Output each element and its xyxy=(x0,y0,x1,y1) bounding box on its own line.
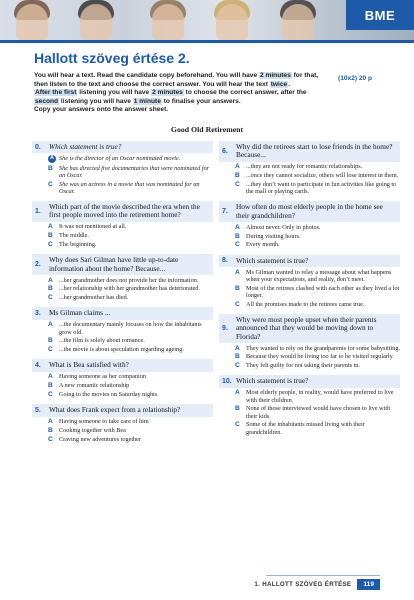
question-number: 7. xyxy=(222,208,228,216)
answer-letter: B xyxy=(48,285,53,293)
question-number: 3. xyxy=(35,310,41,318)
question-header xyxy=(219,375,400,387)
answer-letter: A xyxy=(48,373,53,381)
question-number: 8. xyxy=(222,257,228,265)
person-photo xyxy=(152,4,184,40)
answer-option[interactable] xyxy=(32,223,213,230)
answer-option[interactable] xyxy=(219,224,400,231)
answer-text: They felt guilty for not taking their parents in. xyxy=(246,362,360,370)
answer-option[interactable] xyxy=(32,294,213,301)
answer-option[interactable] xyxy=(32,181,213,195)
answer-text: ...once they cannot socialize, others will lose interest in them. xyxy=(246,172,399,180)
answer-text: Having someone to take care of him xyxy=(59,418,149,426)
answer-text: ...they are not ready for romantic relationships. xyxy=(246,163,363,171)
answer-text: None of those interviewed would have chosen to live with their kids. xyxy=(246,405,391,420)
answer-text: ...her relationship with her grandmother has deteriorated. xyxy=(59,285,200,293)
answer-letter: B xyxy=(48,164,53,172)
answer-letter-selected: A xyxy=(48,155,56,163)
answer-option[interactable] xyxy=(219,172,400,179)
answer-option[interactable] xyxy=(32,418,213,425)
person-photo xyxy=(216,4,248,40)
answer-letter: B xyxy=(235,405,240,413)
question-header xyxy=(32,404,213,416)
answer-text: Cooking together with Bea xyxy=(59,427,126,434)
answer-option[interactable] xyxy=(32,427,213,434)
answer-text: They wanted to rely on the grandparents for some babysitting. xyxy=(246,344,400,352)
answer-letter: A xyxy=(48,321,53,329)
answer-text: Having someone as her companion xyxy=(59,373,146,381)
answer-option[interactable] xyxy=(32,241,213,248)
question-header xyxy=(219,314,400,343)
question-item xyxy=(219,314,400,370)
answer-option[interactable] xyxy=(32,373,213,380)
answer-option[interactable] xyxy=(32,382,213,389)
answer-letter: A xyxy=(48,223,53,231)
answer-text: During visiting hours. xyxy=(246,232,301,240)
question-number: 10. xyxy=(222,378,232,386)
answer-option[interactable] xyxy=(32,337,213,344)
answer-letter: B xyxy=(235,172,240,180)
answer-letter: C xyxy=(48,180,53,188)
answer-text: Craving new adventures together xyxy=(59,435,141,443)
answer-letter: A xyxy=(235,344,240,352)
question-header xyxy=(32,359,213,371)
question-item xyxy=(32,201,213,248)
question-text: Which statement is true? xyxy=(236,255,309,265)
answer-text: A new romantic relationship xyxy=(59,382,130,390)
answer-option[interactable] xyxy=(219,353,400,360)
header-rule xyxy=(0,40,414,43)
answer-text: ...the movie is about speculation regarding ageing. xyxy=(59,346,184,354)
question-item xyxy=(219,141,400,195)
answer-text: The beginning. xyxy=(59,241,97,248)
answer-text: She is the director of an Oscar nominated movie. xyxy=(59,155,181,162)
answer-text: It was not mentioned at all. xyxy=(59,223,127,231)
question-item xyxy=(219,255,400,308)
footer-section-label: 1. HALLOTT SZÖVEG ÉRTÉSE xyxy=(254,581,352,588)
answer-letter: C xyxy=(48,294,53,302)
answer-option[interactable] xyxy=(32,436,213,443)
question-header xyxy=(219,255,400,267)
question-header xyxy=(32,201,213,222)
answer-letter: A xyxy=(235,268,240,276)
question-item xyxy=(32,141,213,195)
answer-text: ...the documentary mainly focuses on how the inhabitants grow old. xyxy=(59,321,202,336)
answer-option[interactable] xyxy=(219,405,400,419)
answer-letter: C xyxy=(48,346,53,354)
answer-text: She was an actress in a movie that was nominated for an Oscar. xyxy=(59,180,200,195)
answer-option[interactable] xyxy=(32,285,213,292)
answer-text: ...the film is solely about romance. xyxy=(59,337,145,345)
question-header xyxy=(219,141,400,162)
answer-option[interactable] xyxy=(32,391,213,398)
answer-letter: C xyxy=(48,241,53,248)
page-number: 119 xyxy=(357,579,380,590)
question-text: Which part of the movie described the era when the first people moved into the retirement home? xyxy=(49,202,200,220)
answer-letter: B xyxy=(48,382,53,390)
question-text: Why were most people upset when their parents announced that they would be moving down to Florida? xyxy=(236,314,377,341)
question-header xyxy=(32,141,213,153)
answer-letter: A xyxy=(48,418,53,426)
question-number: 1. xyxy=(35,207,41,215)
question-number: 5. xyxy=(35,406,41,414)
footer-rule xyxy=(266,575,380,576)
answer-option[interactable] xyxy=(219,301,400,308)
question-text: How often do most elderly people in the home see their grandchildren? xyxy=(236,202,383,220)
answer-text: Every month. xyxy=(246,241,280,249)
question-item xyxy=(32,359,213,398)
answer-option[interactable] xyxy=(219,389,400,403)
answer-letter: B xyxy=(48,337,53,345)
page-title: Hallott szöveg értése 2. xyxy=(34,50,190,66)
answer-text: ...they don’t want to participate in fun activities like going to the mall or playing cards. xyxy=(246,181,397,196)
answer-option[interactable] xyxy=(219,233,400,240)
answer-option[interactable] xyxy=(219,181,400,195)
answer-text: The middle. xyxy=(59,232,89,240)
question-text: Why did the retirees start to lose friends in the home? Because... xyxy=(236,142,393,160)
answer-option[interactable] xyxy=(219,345,400,352)
question-header xyxy=(32,254,213,275)
questions-left-column xyxy=(32,141,213,449)
person-photo xyxy=(282,4,314,40)
answer-letter: B xyxy=(235,232,240,240)
answer-letter: C xyxy=(235,421,240,429)
answer-option[interactable] xyxy=(219,362,400,369)
question-text: Which statement is true? xyxy=(236,376,309,386)
question-number: 9. xyxy=(222,324,228,332)
answer-option[interactable] xyxy=(219,163,400,170)
answer-letter: C xyxy=(235,241,240,249)
answer-letter: A xyxy=(48,276,53,284)
answer-option[interactable] xyxy=(219,269,400,283)
answer-option[interactable] xyxy=(219,241,400,248)
answer-text: ...her grandmother has died. xyxy=(59,294,129,302)
answer-text: Most of the retirees clashed with each other as they lived a lot longer. xyxy=(246,284,400,299)
answer-letter: C xyxy=(235,362,240,370)
person-photo xyxy=(80,4,112,40)
answer-text: Ms Gilman wanted to relay a message about what happens when your expectations, and reality, don’t meet. xyxy=(246,268,392,283)
question-header xyxy=(219,201,400,222)
answer-text: Because they would be living too far to be visited regularly. xyxy=(246,353,394,361)
question-header xyxy=(32,307,213,319)
answer-text: She has directed five documentaries that were nominated for an Oscar. xyxy=(59,164,210,179)
score-label: (10x2) 20 p xyxy=(338,75,373,82)
answer-letter: C xyxy=(235,300,240,308)
answer-option[interactable] xyxy=(32,346,213,353)
answer-letter: A xyxy=(235,389,240,397)
answer-option[interactable] xyxy=(32,321,213,335)
answer-option[interactable] xyxy=(32,277,213,284)
question-item xyxy=(32,254,213,301)
answer-option[interactable] xyxy=(32,232,213,239)
question-number: 2. xyxy=(35,261,41,269)
questions-right-column xyxy=(219,141,400,442)
question-item xyxy=(219,375,400,435)
question-number: 6. xyxy=(222,147,228,155)
question-text: Ms Gilman claims ... xyxy=(49,308,111,318)
question-item xyxy=(219,201,400,248)
question-number: 0. xyxy=(35,143,41,151)
answer-text: Almost never. Only in photos. xyxy=(246,223,321,231)
answer-text: ...her grandmother does not provide her the information. xyxy=(59,276,199,284)
answer-letter: A xyxy=(235,223,240,231)
question-text: What does Frank expect from a relationship? xyxy=(49,405,181,415)
answer-letter: C xyxy=(235,181,240,188)
text-title: Good Old Retirement xyxy=(170,125,244,134)
answer-option[interactable] xyxy=(32,155,213,163)
answer-text: All the promises made to the retirees came true. xyxy=(246,300,365,308)
answer-text: Going to the movies on Saturday nights xyxy=(59,391,158,398)
answer-letter: B xyxy=(235,353,240,361)
question-item xyxy=(32,404,213,443)
answer-text: Most elderly people, in reality, would have preferred to live with their children. xyxy=(246,389,394,404)
person-photo xyxy=(16,4,48,40)
answer-option[interactable] xyxy=(219,421,400,435)
bme-badge: BME xyxy=(346,0,414,30)
question-text: Which statement is true? xyxy=(49,142,122,151)
answer-letter: B xyxy=(48,232,53,240)
answer-letter: C xyxy=(48,391,53,398)
answer-letter: B xyxy=(235,284,240,292)
answer-option[interactable] xyxy=(219,285,400,299)
question-item xyxy=(32,307,213,353)
answer-option[interactable] xyxy=(32,165,213,179)
question-text: What is Bea satisfied with? xyxy=(49,360,129,370)
instructions: You will hear a text. Read the candidate copy beforehand. You will have 2 minutes for that, then listen to the text and choose the correct answer. You will hear the text twice. After the first listening you will have 2 minutes to choose the correct answer, after the second listening you will have 1 minute to finalise your answers. Copy your answers onto the answer sheet. xyxy=(34,72,319,114)
answer-letter: A xyxy=(235,163,240,171)
page-footer xyxy=(254,579,380,590)
answer-letter: B xyxy=(48,427,53,434)
question-text: Why does Sari Gilman have little up-to-date information about the home? Because... xyxy=(49,255,179,273)
question-number: 4. xyxy=(35,362,41,370)
answer-letter: C xyxy=(48,435,53,443)
answer-text: Some of the inhabitants missed living with their grandchildren. xyxy=(246,421,365,436)
